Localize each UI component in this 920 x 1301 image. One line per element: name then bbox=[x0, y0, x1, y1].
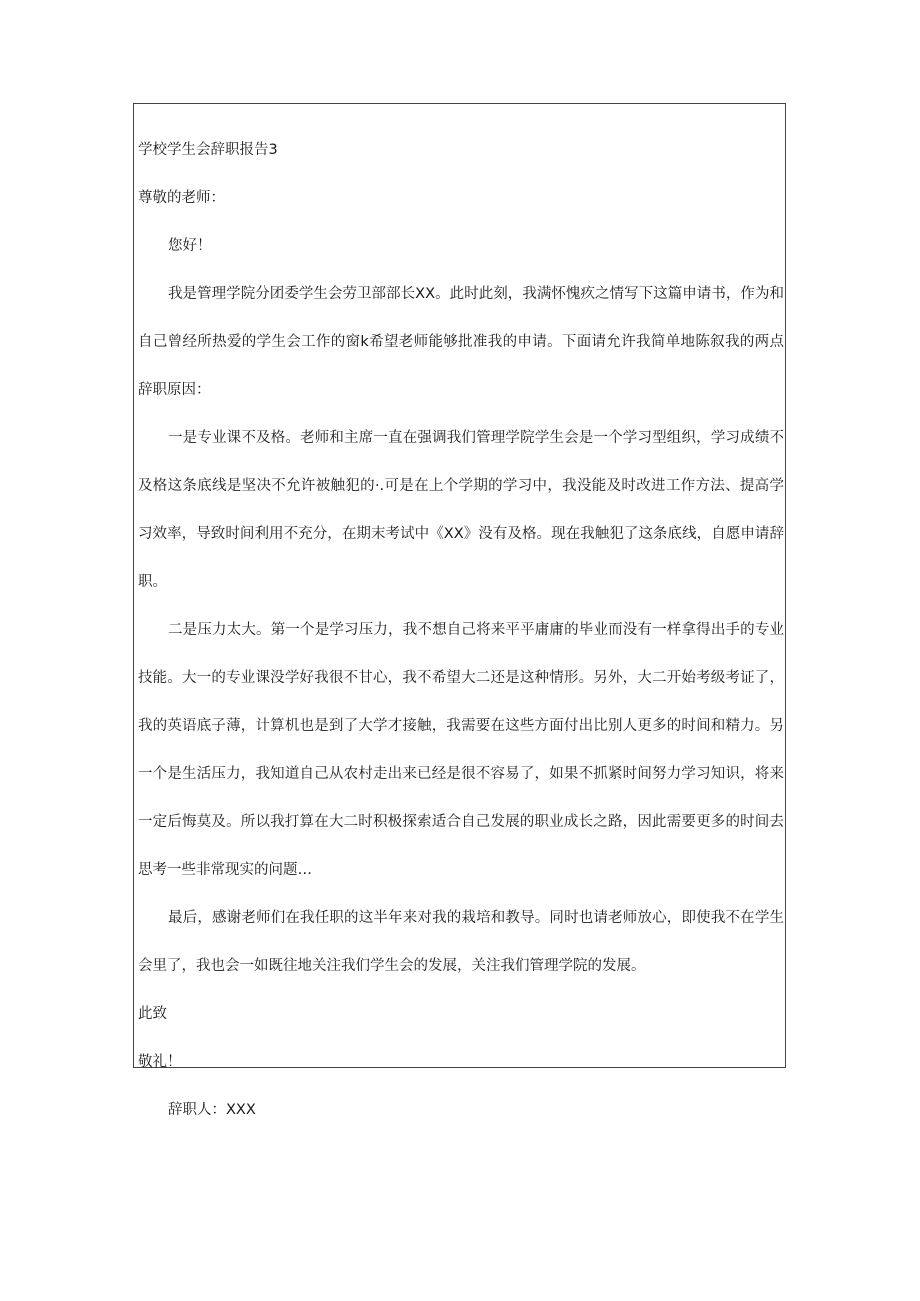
closing-phrase: 此致 bbox=[138, 1006, 167, 1022]
document-body bbox=[138, 126, 784, 1134]
closing-salute: 敬礼！ bbox=[138, 1054, 182, 1070]
paragraph-closing: 最后，感谢老师们在我任职的这半年来对我的栽培和教导。同时也请老师放心，即使我不在学生会里了，我也会一如既往地关注我们学生会的发展，关注我们管理学院的发展。 bbox=[138, 910, 784, 974]
paragraph-intro: 我是管理学院分团委学生会劳卫部部长XX。此时此刻，我满怀愧疚之情写下这篇申请书，作为和自己曾经所热爱的学生会工作的窗k希望老师能够批准我的申请。下面请允许我简单地陈叙我的两点辞职原因： bbox=[138, 286, 784, 398]
salutation: 尊敬的老师： bbox=[138, 190, 225, 206]
greeting: 您好！ bbox=[168, 238, 212, 254]
paragraph-reason-two: 二是压力太大。第一个是学习压力，我不想自己将来平平庸庸的毕业而没有一样拿得出手的专业技能。大一的专业课没学好我很不甘心，我不希望大二还是这种情形。另外，大二开始考级考证了，我的英语底子薄，计算机也是到了大学才接触，我需要在这些方面付出比别人更多的时间和精力。另一个是生活压力，我知道自己从农村走出来已经是很不容易了，如果不抓紧时间努力学习知识，将来一定后悔莫及。所以我打算在大二时积极探索适合自己发展的职业成长之路，因此需要更多的时间去思考一些非常现实的问题… bbox=[138, 622, 784, 878]
document-frame bbox=[133, 103, 786, 1118]
document-title: 学校学生会辞职报告3 bbox=[138, 142, 278, 158]
signature: 辞职人：XXX bbox=[168, 1102, 256, 1118]
paragraph-reason-one: 一是专业课不及格。老师和主席一直在强调我们管理学院学生会是一个学习型组织，学习成绩不及格这条底线是坚决不允许被触犯的·.可是在上个学期的学习中，我没能及时改进工作方法、提高学习效率，导致时间利用不充分，在期末考试中《XX》没有及格。现在我触犯了这条底线，自愿申请辞职。 bbox=[138, 430, 784, 590]
